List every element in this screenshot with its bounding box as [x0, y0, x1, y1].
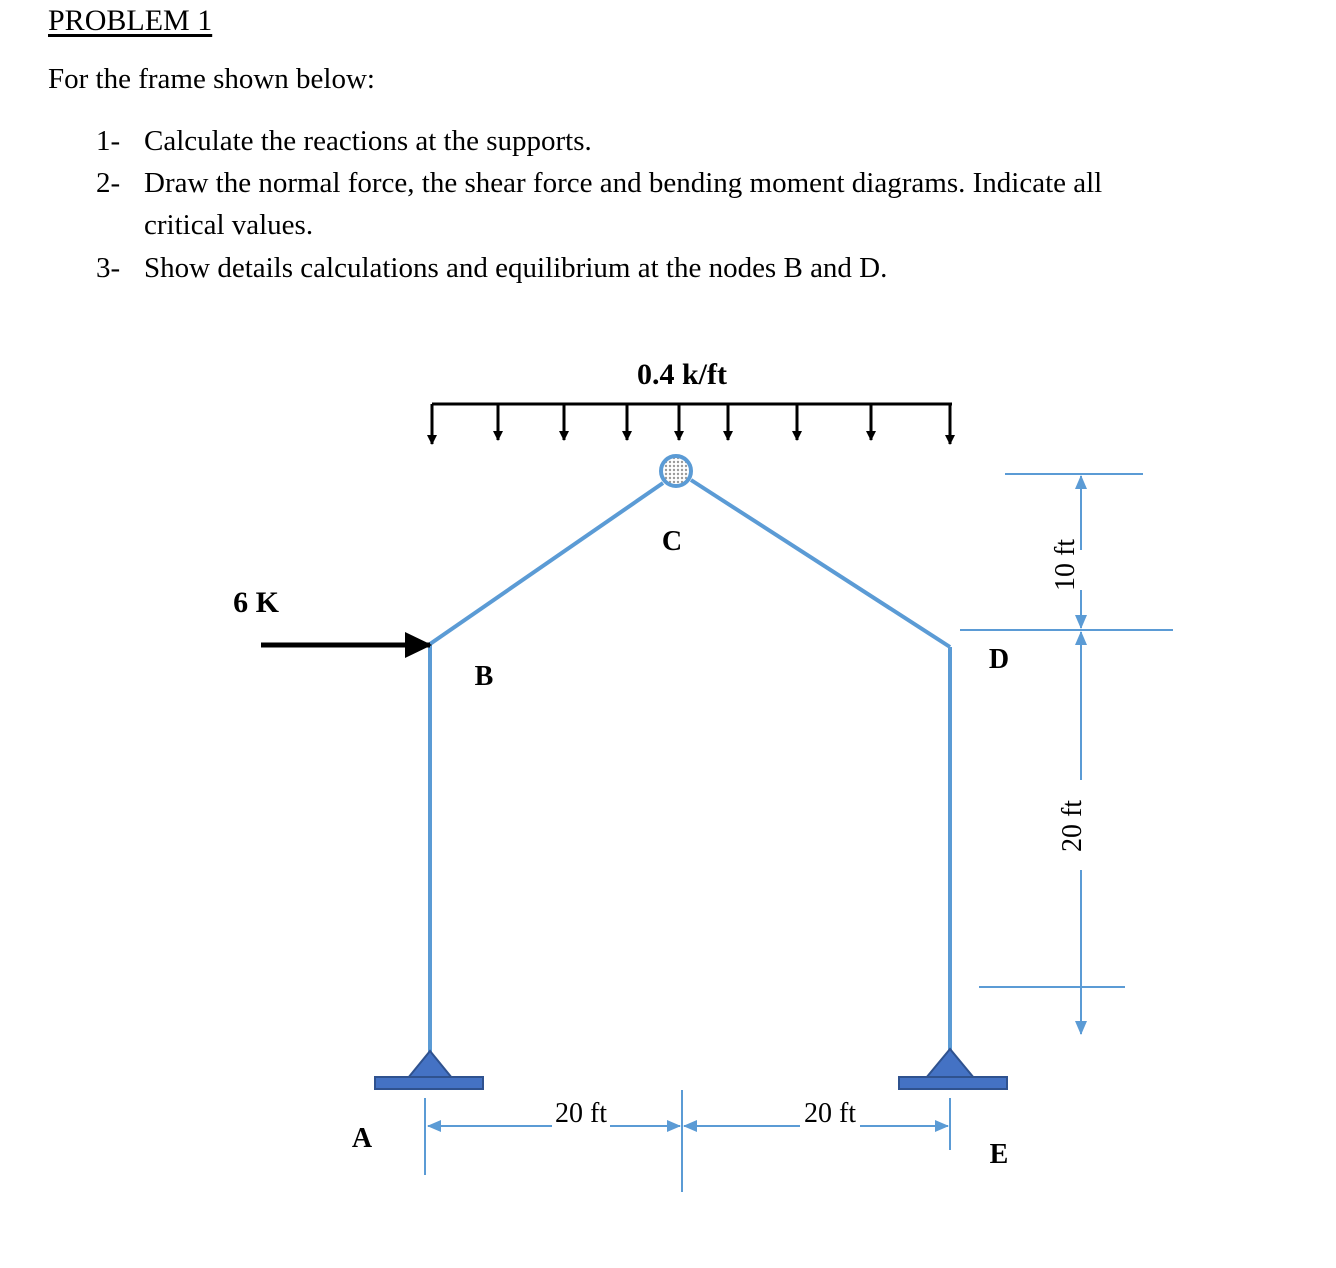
node-label-d: D — [988, 644, 1010, 675]
dim-label-column: 20 ft — [1057, 799, 1088, 853]
problem-title: PROBLEM 1 — [48, 4, 213, 37]
distributed-load-label: 0.4 k/ft — [637, 358, 727, 391]
dim-label-right-span: 20 ft — [803, 1098, 857, 1129]
point-load-arrowhead — [405, 632, 432, 658]
task-text: Show details calculations and equilibrium at the nodes B and D. — [144, 252, 888, 284]
support-e — [899, 1049, 1007, 1089]
task-text: Calculate the reactions at the supports. — [144, 125, 592, 157]
frame-members — [430, 480, 950, 1058]
distributed-load — [432, 404, 952, 444]
problem-intro: For the frame shown below: — [48, 63, 375, 95]
node-label-b: B — [474, 661, 494, 692]
dim-label-left-span: 20 ft — [554, 1098, 608, 1129]
task-number: 1- — [96, 125, 121, 157]
horizontal-dimensions — [425, 1090, 950, 1192]
node-label-a: A — [351, 1123, 373, 1154]
support-a — [375, 1051, 483, 1089]
node-label-c: C — [661, 526, 683, 557]
task-number: 2- — [96, 167, 121, 199]
node-label-e: E — [989, 1139, 1009, 1170]
hinge-c — [661, 456, 691, 486]
point-load-label: 6 K — [233, 586, 279, 619]
task-text: Draw the normal force, the shear force and bending moment diagrams. Indicate all — [144, 167, 1103, 199]
task-number: 3- — [96, 252, 121, 284]
rafter-cd — [691, 480, 950, 647]
task-text-continued: critical values. — [144, 209, 314, 241]
dim-label-rise: 10 ft — [1050, 538, 1081, 592]
rafter-bc — [430, 483, 663, 644]
